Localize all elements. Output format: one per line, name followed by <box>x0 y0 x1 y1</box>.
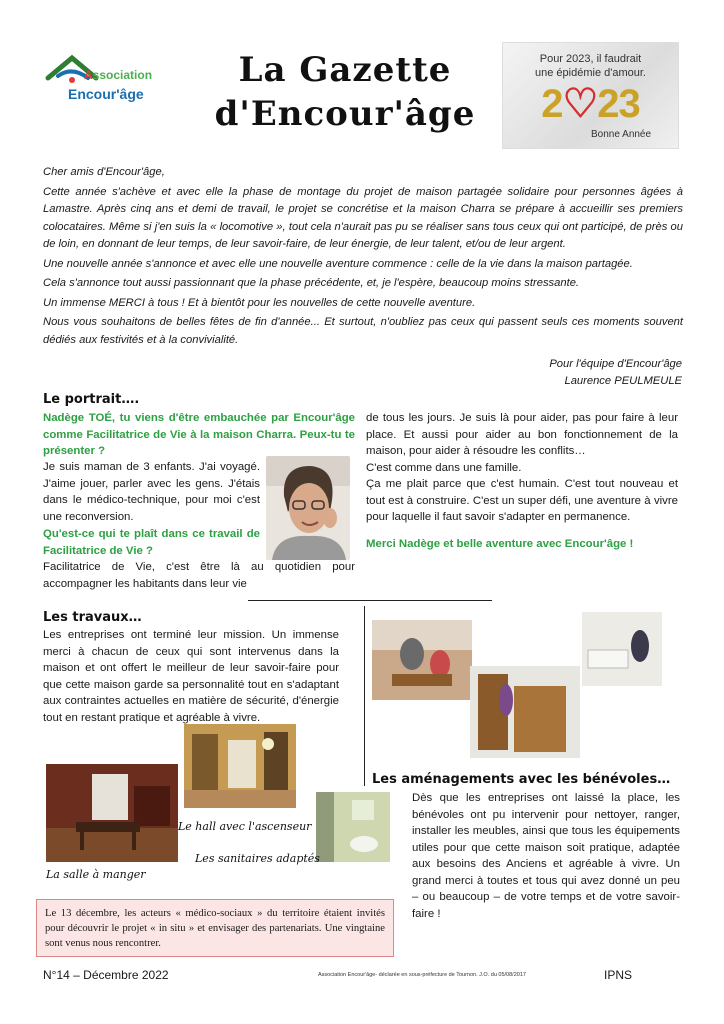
portrait-answer-4: Ça me plait parce que c'est humain. C'est tout nouveau et tout est à construire. C'est un super défi, une aventure à vivre pour laquelle il faut savoir s'adapter en permanence. <box>366 478 678 523</box>
intro-paragraph: Un immense MERCI à tous ! Et à bientôt pour les nouvelles de cette nouvelle aventure. <box>43 296 476 309</box>
intro-paragraph: Nous vous souhaitons de belles fêtes de fin d'année... Et surtout, n'oubliez pas ceux qui passent seuls ces moments souvent dédiés aux festivités et à la convivialité. <box>43 316 683 346</box>
logo-name: Encour'âge <box>68 86 144 102</box>
portrait-section-title: Le portrait…. <box>43 392 140 407</box>
portrait-answer-2-continued: de tous les jours. Je suis là pour aider, pas pour faire à leur place. Et aussi pour aider au bon fonctionnement de la maison, pour aider à résoudre les conflits… <box>366 412 678 457</box>
bathroom-caption: Les sanitaires adaptés <box>195 852 320 865</box>
portrait-answer-1: Je suis maman de 3 enfants. J'ai voyagé. J'aime jouer, parler avec les gens. J'étais dans le médico-technique, pour moi c'est une reconversion. <box>43 461 260 523</box>
travaux-section-title: Les travaux… <box>43 610 142 625</box>
event-note <box>36 899 394 957</box>
dining-room-photo <box>46 764 178 862</box>
portrait-thanks: Merci Nadège et belle aventure avec Encour'âge ! <box>366 537 634 550</box>
volunteers-photo-2 <box>470 666 580 758</box>
heart-icon: ♡ <box>562 82 598 126</box>
amenagements-section-title: Les aménagements avec les bénévoles… <box>372 772 671 787</box>
ipns-label: IPNS <box>604 968 633 982</box>
signature <box>430 356 682 390</box>
association-logo: Association Encour'âge <box>44 50 164 110</box>
portrait-answer-2: Facilitatrice de Vie, c'est être là au quotidien pour accompagner les habitants dans leur vie <box>43 561 355 590</box>
travaux-text-block <box>43 627 339 726</box>
column-divider <box>364 606 365 786</box>
issue-number: N°14 – Décembre 2022 <box>43 968 169 982</box>
portrait-answer-2-block <box>43 559 355 592</box>
portrait-question-1: Nadège TOÉ, tu viens d'être embauchée par Encour'âge comme Facilitatrice de Vie à la maison Charra. Peux-tu te présenter ? <box>43 412 355 457</box>
dining-room-caption: La salle à manger <box>46 868 146 881</box>
section-divider <box>248 600 492 601</box>
portrait-answer-1-block <box>43 459 260 525</box>
new-year-line-1: Pour 2023, il faudrait <box>539 53 642 65</box>
portrait-column-right <box>366 410 678 552</box>
title-line-1: La Gazette <box>238 50 452 90</box>
volunteers-photo-1 <box>372 620 472 700</box>
intro-paragraph: Cette année s'achève et avec elle la phase de montage du projet de maison partagée solidaire pour personnes âgées à Lamastre. Après cinq ans et demi de travail, le projet se concrétise et la maison Charra se prépare à accueillir ses premiers colocataires. Même si j'en suis la « locomotive », tout cela n'aurait pas pu se réaliser sans tous ceux qui ont participé, de près ou de loin, en donnant de leur temps, de leur savoir-faire, de leur énergie, de leur talent, et/ou de leur argent. <box>43 185 683 250</box>
gazette-title <box>180 48 510 136</box>
new-year-line-2: une épidémie d'amour. <box>535 67 646 79</box>
intro-paragraph: Une nouvelle année s'annonce et avec elle une nouvelle aventure commence : celle de la vie dans la maison partagée. <box>43 257 633 270</box>
portrait-question-2: Qu'est-ce qui te plaît dans ce travail de Facilitatrice de Vie ? <box>43 528 260 557</box>
portrait-column-left <box>43 410 355 460</box>
amenagements-text: Dès que les entreprises ont laissé la place, les bénévoles ont pu intervenir pour nettoyer, ranger, installer les meubles, ainsi que tous les équipements utiles pour que cette maison soit pratique, adaptée aux besoins des Anciens et agréable à vivre. Un grand merci à toutes et tous qui avez donné un peu – ou beaucoup – de votre temps et de votre savoir-faire ! <box>412 792 680 920</box>
hall-caption: Le hall avec l'ascenseur <box>178 820 312 833</box>
logo-association-text: ssociation <box>92 68 153 82</box>
year-digits: 23 <box>597 82 640 126</box>
title-line-2: d'Encour'âge <box>214 94 476 134</box>
intro-paragraph: Cela s'annonce tout aussi passionnant que la phase précédente, et, je l'espère, beaucoup moins stressante. <box>43 277 580 289</box>
intro-letter <box>43 164 683 351</box>
portrait-photo <box>266 456 350 560</box>
year-digit: 2 <box>541 82 563 126</box>
new-year-year <box>503 81 678 127</box>
signature-name: Laurence PEULMEULE <box>564 375 682 387</box>
travaux-text: Les entreprises ont terminé leur mission. Un immense merci à chacun de ceux qui sont intervenus dans la maison et ont offert le meilleur de leur savoir-faire pour que cette maison garde sa personnalité tout en s'adaptant aux contraintes actuelles en matière de sécurité, d'énergie tout en restant pratique et agréable à vivre. <box>43 629 339 724</box>
volunteers-photo-3 <box>582 612 662 686</box>
portrait-answer-3: C'est comme dans une famille. <box>366 461 522 474</box>
amenagements-text-block <box>412 790 680 922</box>
hall-photo <box>184 724 296 808</box>
new-year-card <box>502 42 679 149</box>
new-year-wish: Bonne Année <box>591 129 652 140</box>
event-note-text: Le 13 décembre, les acteurs « médico-sociaux » du territoire étaient invités pour découvrir le projet « in situ » et envisager des partenariats. Une vingtaine sont venus nous rencontrer. <box>45 908 385 949</box>
portrait-question-2-block <box>43 526 260 559</box>
signature-team: Pour l'équipe d'Encour'âge <box>549 358 682 370</box>
bathroom-photo <box>316 792 390 862</box>
intro-paragraph: Cher amis d'Encour'âge, <box>43 166 165 178</box>
legal-notice: Association Encour'âge- déclarée en sous-préfecture de Tournon. J.O. du 05/08/2017 <box>318 972 526 978</box>
